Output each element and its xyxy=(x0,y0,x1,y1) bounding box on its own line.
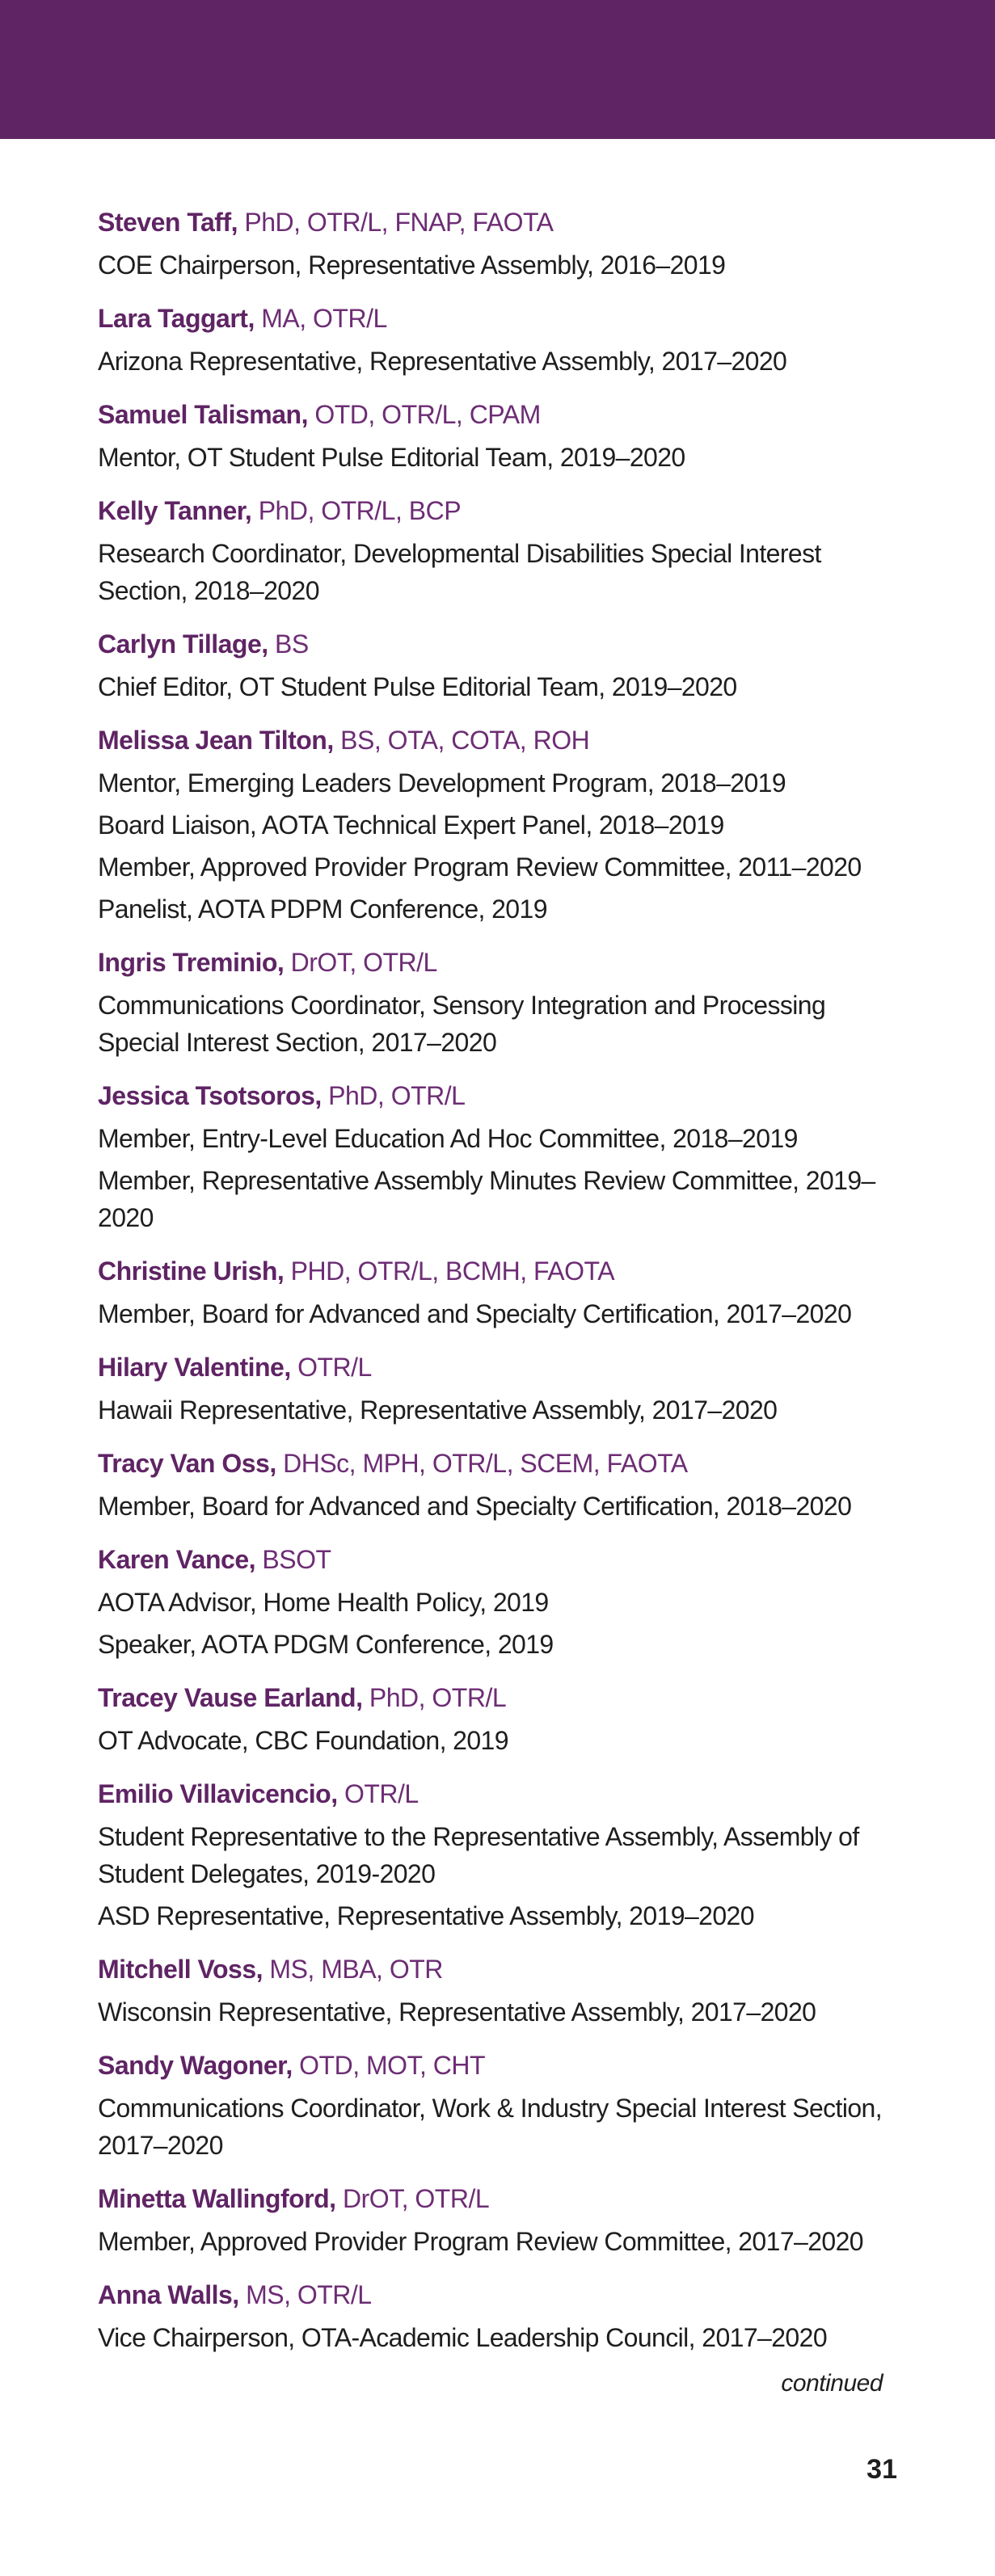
member-credentials: BS, OTA, COTA, ROH xyxy=(340,726,590,755)
member-role: Student Representative to the Representative Assembly, Assembly of Student Delegates, 2019-2020 xyxy=(98,1822,859,1888)
member-role: Member, Board for Advanced and Specialty Certification, 2017–2020 xyxy=(98,1299,852,1328)
member-credentials: BS xyxy=(275,629,309,659)
member-credentials: DHSc, MPH, OTR/L, SCEM, FAOTA xyxy=(283,1449,688,1478)
member-role: Communications Coordinator, Sensory Integration and Processing Special Interest Section, 2017–2020 xyxy=(98,991,826,1057)
member-role: Hawaii Representative, Representative Assembly, 2017–2020 xyxy=(98,1395,778,1425)
member-name: Mitchell Voss, xyxy=(98,1955,264,1984)
member-role: Member, Approved Provider Program Review Committee, 2017–2020 xyxy=(98,2227,863,2256)
member-name: Christine Urish, xyxy=(98,1256,285,1286)
member-role: Arizona Representative, Representative Assembly, 2017–2020 xyxy=(98,347,787,376)
member-name: Sandy Wagoner, xyxy=(98,2051,293,2080)
roster-entry xyxy=(98,2279,906,2356)
entry-heading xyxy=(98,398,906,431)
member-credentials: DrOT, OTR/L xyxy=(290,948,437,977)
member-role: OT Advocate, CBC Foundation, 2019 xyxy=(98,1726,508,1755)
entry-heading xyxy=(98,628,906,660)
member-role: Member, Representative Assembly Minutes Review Committee, 2019–2020 xyxy=(98,1166,875,1232)
roster-entry xyxy=(98,1351,906,1429)
member-role: COE Chairperson, Representative Assembly, 2016–2019 xyxy=(98,250,726,280)
roster-entry xyxy=(98,1543,906,1663)
roster-entry xyxy=(98,1255,906,1332)
member-name: Carlyn Tillage, xyxy=(98,629,268,659)
roster-entry xyxy=(98,1953,906,2031)
member-name: Hilary Valentine, xyxy=(98,1353,291,1382)
member-credentials: MS, MBA, OTR xyxy=(269,1955,443,1984)
header-band xyxy=(0,0,995,139)
member-name: Tracy Van Oss, xyxy=(98,1449,276,1478)
member-credentials: PhD, OTR/L xyxy=(328,1081,466,1110)
entry-heading xyxy=(98,206,906,238)
member-name: Anna Walls, xyxy=(98,2280,239,2309)
member-role: Panelist, AOTA PDPM Conference, 2019 xyxy=(98,894,547,924)
member-role: AOTA Advisor, Home Health Policy, 2019 xyxy=(98,1588,549,1617)
member-role: Board Liaison, AOTA Technical Expert Panel, 2018–2019 xyxy=(98,810,724,840)
entry-heading xyxy=(98,2182,906,2215)
roster-entry xyxy=(98,1447,906,1525)
member-credentials: OTD, MOT, CHT xyxy=(299,2051,486,2080)
member-credentials: DrOT, OTR/L xyxy=(342,2184,490,2213)
entry-heading xyxy=(98,495,906,527)
member-role: Chief Editor, OT Student Pulse Editorial Team, 2019–2020 xyxy=(98,672,737,701)
entry-heading xyxy=(98,724,906,756)
member-credentials: MA, OTR/L xyxy=(261,304,387,333)
member-credentials: OTD, OTR/L, CPAM xyxy=(314,400,541,429)
roster-entry xyxy=(98,495,906,609)
member-credentials: PHD, OTR/L, BCMH, FAOTA xyxy=(290,1256,615,1286)
entry-heading xyxy=(98,1351,906,1383)
roster-entry xyxy=(98,302,906,380)
member-role: Member, Board for Advanced and Specialty Certification, 2018–2020 xyxy=(98,1492,852,1521)
member-role: Communications Coordinator, Work & Industry Special Interest Section, 2017–2020 xyxy=(98,2094,883,2160)
member-role: Wisconsin Representative, Representative Assembly, 2017–2020 xyxy=(98,1997,816,2027)
roster-entry xyxy=(98,628,906,705)
entry-heading xyxy=(98,302,906,335)
member-name: Karen Vance, xyxy=(98,1545,255,1574)
entry-heading xyxy=(98,946,906,979)
member-role: Member, Entry-Level Education Ad Hoc Committee, 2018–2019 xyxy=(98,1124,798,1153)
entry-heading xyxy=(98,2279,906,2311)
member-role: Vice Chairperson, OTA-Academic Leadership Council, 2017–2020 xyxy=(98,2323,828,2352)
member-credentials: BSOT xyxy=(262,1545,331,1574)
member-credentials: OTR/L xyxy=(297,1353,372,1382)
member-name: Jessica Tsotsoros, xyxy=(98,1081,322,1110)
entry-heading xyxy=(98,1447,906,1480)
member-role: ASD Representative, Representative Assembly, 2019–2020 xyxy=(98,1901,754,1930)
roster-entry xyxy=(98,2049,906,2164)
member-name: Minetta Wallingford, xyxy=(98,2184,336,2213)
entry-heading xyxy=(98,1080,906,1112)
member-name: Emilio Villavicencio, xyxy=(98,1779,338,1808)
member-name: Steven Taff, xyxy=(98,208,238,237)
member-role: Mentor, Emerging Leaders Development Program, 2018–2019 xyxy=(98,768,786,798)
roster-entry xyxy=(98,2182,906,2260)
member-name: Tracey Vause Earland, xyxy=(98,1683,363,1712)
roster-entry xyxy=(98,946,906,1061)
page-number: 31 xyxy=(866,2454,897,2485)
member-name: Kelly Tanner, xyxy=(98,496,252,525)
entry-heading xyxy=(98,1543,906,1576)
member-credentials: OTR/L xyxy=(344,1779,419,1808)
member-name: Lara Taggart, xyxy=(98,304,255,333)
roster-entry xyxy=(98,206,906,284)
roster-entry xyxy=(98,1080,906,1236)
member-credentials: MS, OTR/L xyxy=(246,2280,372,2309)
entry-heading xyxy=(98,1255,906,1287)
member-role: Mentor, OT Student Pulse Editorial Team, 2019–2020 xyxy=(98,443,685,472)
member-role: Member, Approved Provider Program Review Committee, 2011–2020 xyxy=(98,852,862,882)
entry-heading xyxy=(98,1778,906,1810)
roster-list xyxy=(98,206,906,2375)
member-name: Melissa Jean Tilton, xyxy=(98,726,334,755)
roster-entry xyxy=(98,1778,906,1934)
roster-entry xyxy=(98,1682,906,1759)
member-credentials: PhD, OTR/L xyxy=(369,1683,507,1712)
roster-entry xyxy=(98,398,906,476)
continued-note: continued xyxy=(781,2370,883,2397)
roster-entry xyxy=(98,724,906,928)
member-name: Samuel Talisman, xyxy=(98,400,308,429)
member-credentials: PhD, OTR/L, FNAP, FAOTA xyxy=(244,208,554,237)
member-name: Ingris Treminio, xyxy=(98,948,285,977)
member-role: Research Coordinator, Developmental Disabilities Special Interest Section, 2018–2020 xyxy=(98,539,821,605)
member-credentials: PhD, OTR/L, BCP xyxy=(258,496,462,525)
entry-heading xyxy=(98,2049,906,2081)
entry-heading xyxy=(98,1682,906,1714)
member-role: Speaker, AOTA PDGM Conference, 2019 xyxy=(98,1630,554,1659)
entry-heading xyxy=(98,1953,906,1985)
